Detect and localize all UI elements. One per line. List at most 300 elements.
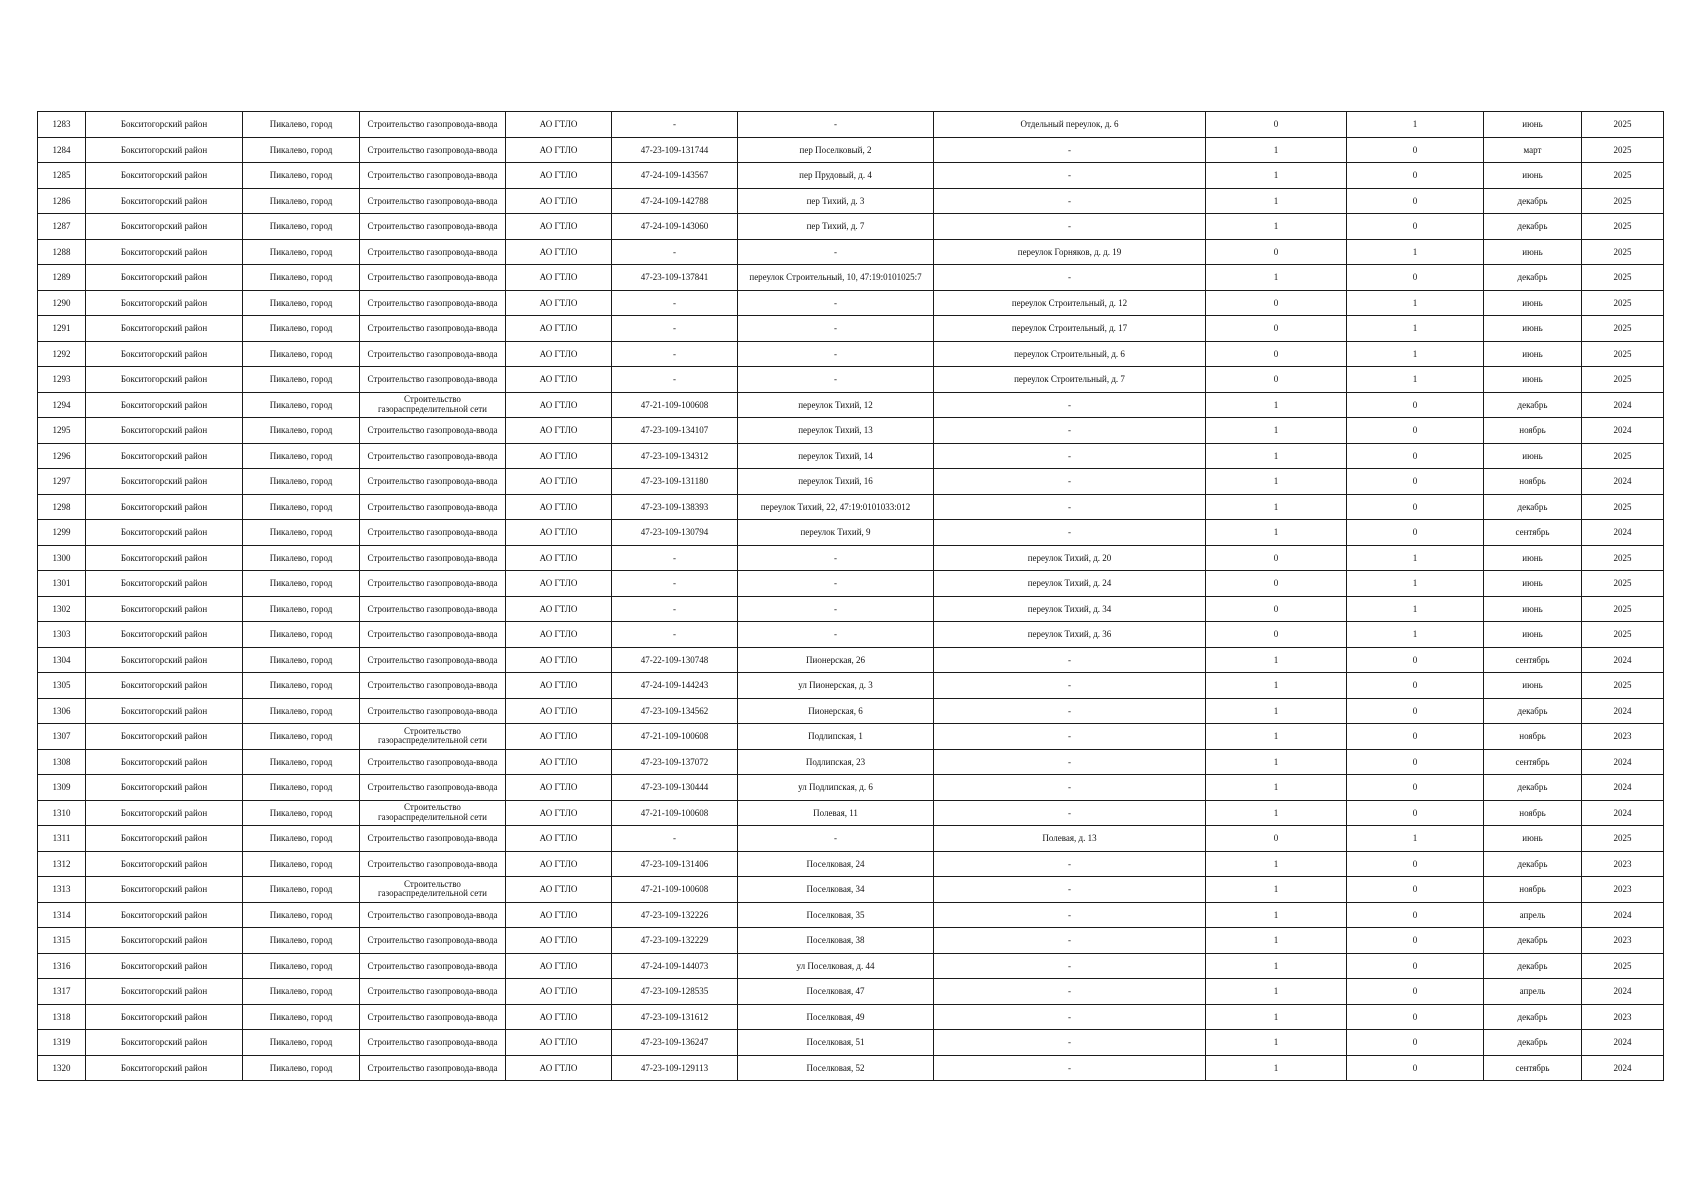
organization-cell: АО ГТЛО	[506, 724, 612, 750]
object-address-cell: -	[738, 341, 934, 367]
count-a-cell: 1	[1206, 1004, 1347, 1030]
count-a-cell: 1	[1206, 979, 1347, 1005]
count-a-cell: 1	[1206, 673, 1347, 699]
year-cell: 2025	[1582, 163, 1664, 189]
count-a-cell: 1	[1206, 520, 1347, 546]
count-b-cell: 0	[1347, 520, 1484, 546]
year-cell: 2025	[1582, 622, 1664, 648]
count-b-cell: 0	[1347, 953, 1484, 979]
row-number-cell: 1293	[38, 367, 86, 393]
locality-cell: Пикалево, город	[243, 826, 360, 852]
planned-address-cell: переулок Строительный, д. 6	[934, 341, 1206, 367]
month-cell: март	[1484, 137, 1582, 163]
year-cell: 2024	[1582, 902, 1664, 928]
district-cell: Бокситогорский район	[86, 775, 243, 801]
object-address-cell: Поселковая, 34	[738, 877, 934, 903]
object-address-cell: Поселковая, 52	[738, 1055, 934, 1081]
table-row	[38, 469, 1664, 495]
row-number-cell: 1289	[38, 265, 86, 291]
count-a-cell: 0	[1206, 239, 1347, 265]
work-type-cell: Строительство газопровода-ввода	[360, 928, 506, 954]
planned-address-cell: переулок Строительный, д. 12	[934, 290, 1206, 316]
planned-address-cell: переулок Тихий, д. 36	[934, 622, 1206, 648]
registry-number-cell: 47-23-109-131406	[612, 851, 738, 877]
count-a-cell: 1	[1206, 214, 1347, 240]
object-address-cell: пер Тихий, д. 3	[738, 188, 934, 214]
registry-number-cell: -	[612, 341, 738, 367]
count-a-cell: 0	[1206, 112, 1347, 138]
organization-cell: АО ГТЛО	[506, 800, 612, 826]
object-address-cell: переулок Тихий, 13	[738, 418, 934, 444]
year-cell: 2023	[1582, 851, 1664, 877]
row-number-cell: 1291	[38, 316, 86, 342]
object-address-cell: -	[738, 622, 934, 648]
locality-cell: Пикалево, город	[243, 724, 360, 750]
work-type-cell: Строительство газопровода-ввода	[360, 851, 506, 877]
locality-cell: Пикалево, город	[243, 545, 360, 571]
district-cell: Бокситогорский район	[86, 418, 243, 444]
planned-address-cell: -	[934, 724, 1206, 750]
table-row	[38, 622, 1664, 648]
row-number-cell: 1288	[38, 239, 86, 265]
registry-number-cell: 47-24-109-143060	[612, 214, 738, 240]
count-b-cell: 0	[1347, 1004, 1484, 1030]
organization-cell: АО ГТЛО	[506, 214, 612, 240]
planned-address-cell: Отдельный переулок, д. 6	[934, 112, 1206, 138]
month-cell: июнь	[1484, 290, 1582, 316]
registry-number-cell: -	[612, 622, 738, 648]
registry-number-cell: 47-23-109-132229	[612, 928, 738, 954]
locality-cell: Пикалево, город	[243, 443, 360, 469]
locality-cell: Пикалево, город	[243, 341, 360, 367]
locality-cell: Пикалево, город	[243, 520, 360, 546]
month-cell: июнь	[1484, 316, 1582, 342]
month-cell: декабрь	[1484, 775, 1582, 801]
row-number-cell: 1320	[38, 1055, 86, 1081]
organization-cell: АО ГТЛО	[506, 341, 612, 367]
work-type-cell: Строительство газопровода-ввода	[360, 902, 506, 928]
table-row	[38, 520, 1664, 546]
count-a-cell: 0	[1206, 622, 1347, 648]
year-cell: 2024	[1582, 469, 1664, 495]
district-cell: Бокситогорский район	[86, 979, 243, 1005]
registry-number-cell: 47-23-109-134107	[612, 418, 738, 444]
organization-cell: АО ГТЛО	[506, 673, 612, 699]
month-cell: июнь	[1484, 367, 1582, 393]
table-row	[38, 928, 1664, 954]
month-cell: декабрь	[1484, 698, 1582, 724]
count-b-cell: 0	[1347, 698, 1484, 724]
planned-address-cell: -	[934, 418, 1206, 444]
count-a-cell: 0	[1206, 341, 1347, 367]
row-number-cell: 1305	[38, 673, 86, 699]
district-cell: Бокситогорский район	[86, 1004, 243, 1030]
month-cell: сентябрь	[1484, 749, 1582, 775]
table-row	[38, 112, 1664, 138]
year-cell: 2025	[1582, 265, 1664, 291]
count-a-cell: 1	[1206, 775, 1347, 801]
row-number-cell: 1283	[38, 112, 86, 138]
count-a-cell: 0	[1206, 316, 1347, 342]
count-a-cell: 1	[1206, 265, 1347, 291]
count-b-cell: 1	[1347, 622, 1484, 648]
count-b-cell: 1	[1347, 316, 1484, 342]
table-row	[38, 1004, 1664, 1030]
district-cell: Бокситогорский район	[86, 1055, 243, 1081]
work-type-cell: Строительство газопровода-ввода	[360, 443, 506, 469]
planned-address-cell: -	[934, 979, 1206, 1005]
year-cell: 2024	[1582, 800, 1664, 826]
count-b-cell: 0	[1347, 494, 1484, 520]
object-address-cell: Пионерская, 6	[738, 698, 934, 724]
locality-cell: Пикалево, город	[243, 698, 360, 724]
table-row	[38, 265, 1664, 291]
count-b-cell: 0	[1347, 800, 1484, 826]
work-type-cell: Строительство газопровода-ввода	[360, 137, 506, 163]
count-b-cell: 0	[1347, 673, 1484, 699]
work-type-cell: Строительство газораспределительной сети	[360, 877, 506, 903]
district-cell: Бокситогорский район	[86, 596, 243, 622]
row-number-cell: 1299	[38, 520, 86, 546]
count-a-cell: 1	[1206, 928, 1347, 954]
organization-cell: АО ГТЛО	[506, 443, 612, 469]
organization-cell: АО ГТЛО	[506, 953, 612, 979]
district-cell: Бокситогорский район	[86, 214, 243, 240]
count-b-cell: 1	[1347, 826, 1484, 852]
district-cell: Бокситогорский район	[86, 265, 243, 291]
object-address-cell: пер Тихий, д. 7	[738, 214, 934, 240]
planned-address-cell: переулок Тихий, д. 20	[934, 545, 1206, 571]
object-address-cell: пер Поселковый, 2	[738, 137, 934, 163]
registry-number-cell: 47-24-109-143567	[612, 163, 738, 189]
object-address-cell: -	[738, 316, 934, 342]
row-number-cell: 1317	[38, 979, 86, 1005]
locality-cell: Пикалево, город	[243, 673, 360, 699]
planned-address-cell: переулок Тихий, д. 34	[934, 596, 1206, 622]
row-number-cell: 1295	[38, 418, 86, 444]
planned-address-cell: -	[934, 392, 1206, 418]
planned-address-cell: Полевая, д. 13	[934, 826, 1206, 852]
registry-number-cell: -	[612, 239, 738, 265]
count-a-cell: 1	[1206, 494, 1347, 520]
work-type-cell: Строительство газопровода-ввода	[360, 673, 506, 699]
month-cell: декабрь	[1484, 265, 1582, 291]
row-number-cell: 1312	[38, 851, 86, 877]
registry-number-cell: 47-23-109-136247	[612, 1030, 738, 1056]
table-row	[38, 341, 1664, 367]
work-type-cell: Строительство газораспределительной сети	[360, 724, 506, 750]
table-row	[38, 698, 1664, 724]
registry-number-cell: 47-21-109-100608	[612, 800, 738, 826]
registry-number-cell: 47-23-109-137841	[612, 265, 738, 291]
table-row	[38, 418, 1664, 444]
object-address-cell: Подлипская, 23	[738, 749, 934, 775]
locality-cell: Пикалево, город	[243, 163, 360, 189]
row-number-cell: 1302	[38, 596, 86, 622]
planned-address-cell: -	[934, 673, 1206, 699]
planned-address-cell: переулок Строительный, д. 17	[934, 316, 1206, 342]
count-a-cell: 1	[1206, 902, 1347, 928]
work-type-cell: Строительство газопровода-ввода	[360, 265, 506, 291]
row-number-cell: 1296	[38, 443, 86, 469]
table-row	[38, 239, 1664, 265]
month-cell: апрель	[1484, 979, 1582, 1005]
registry-number-cell: -	[612, 112, 738, 138]
district-cell: Бокситогорский район	[86, 545, 243, 571]
work-type-cell: Строительство газопровода-ввода	[360, 979, 506, 1005]
locality-cell: Пикалево, город	[243, 494, 360, 520]
planned-address-cell: -	[934, 520, 1206, 546]
organization-cell: АО ГТЛО	[506, 494, 612, 520]
row-number-cell: 1306	[38, 698, 86, 724]
organization-cell: АО ГТЛО	[506, 290, 612, 316]
count-b-cell: 0	[1347, 979, 1484, 1005]
work-type-cell: Строительство газораспределительной сети	[360, 392, 506, 418]
year-cell: 2025	[1582, 239, 1664, 265]
object-address-cell: Поселковая, 47	[738, 979, 934, 1005]
object-address-cell: переулок Тихий, 12	[738, 392, 934, 418]
table-row	[38, 851, 1664, 877]
count-b-cell: 1	[1347, 341, 1484, 367]
table-row	[38, 1030, 1664, 1056]
district-cell: Бокситогорский район	[86, 520, 243, 546]
count-a-cell: 1	[1206, 800, 1347, 826]
year-cell: 2025	[1582, 571, 1664, 597]
count-a-cell: 1	[1206, 724, 1347, 750]
year-cell: 2024	[1582, 775, 1664, 801]
locality-cell: Пикалево, город	[243, 112, 360, 138]
planned-address-cell: переулок Строительный, д. 7	[934, 367, 1206, 393]
month-cell: июнь	[1484, 571, 1582, 597]
planned-address-cell: -	[934, 188, 1206, 214]
count-a-cell: 1	[1206, 877, 1347, 903]
registry-number-cell: 47-23-109-132226	[612, 902, 738, 928]
work-type-cell: Строительство газопровода-ввода	[360, 1030, 506, 1056]
organization-cell: АО ГТЛО	[506, 545, 612, 571]
year-cell: 2025	[1582, 137, 1664, 163]
district-cell: Бокситогорский район	[86, 877, 243, 903]
month-cell: сентябрь	[1484, 1055, 1582, 1081]
month-cell: декабрь	[1484, 188, 1582, 214]
table-row	[38, 367, 1664, 393]
work-type-cell: Строительство газопровода-ввода	[360, 469, 506, 495]
object-address-cell: -	[738, 545, 934, 571]
month-cell: июнь	[1484, 443, 1582, 469]
locality-cell: Пикалево, город	[243, 647, 360, 673]
registry-number-cell: 47-24-109-144243	[612, 673, 738, 699]
planned-address-cell: -	[934, 953, 1206, 979]
count-b-cell: 0	[1347, 469, 1484, 495]
organization-cell: АО ГТЛО	[506, 188, 612, 214]
object-address-cell: переулок Тихий, 9	[738, 520, 934, 546]
registry-number-cell: 47-23-109-131612	[612, 1004, 738, 1030]
count-b-cell: 1	[1347, 571, 1484, 597]
object-address-cell: ул Подлипская, д. 6	[738, 775, 934, 801]
month-cell: июнь	[1484, 673, 1582, 699]
planned-address-cell: -	[934, 1055, 1206, 1081]
work-type-cell: Строительство газопровода-ввода	[360, 826, 506, 852]
organization-cell: АО ГТЛО	[506, 137, 612, 163]
registry-number-cell: -	[612, 367, 738, 393]
planned-address-cell: -	[934, 163, 1206, 189]
planned-address-cell: -	[934, 928, 1206, 954]
year-cell: 2024	[1582, 749, 1664, 775]
registry-number-cell: 47-23-109-134562	[612, 698, 738, 724]
object-address-cell: Поселковая, 24	[738, 851, 934, 877]
count-a-cell: 1	[1206, 1030, 1347, 1056]
table-row	[38, 953, 1664, 979]
work-type-cell: Строительство газопровода-ввода	[360, 545, 506, 571]
row-number-cell: 1314	[38, 902, 86, 928]
row-number-cell: 1309	[38, 775, 86, 801]
year-cell: 2025	[1582, 188, 1664, 214]
month-cell: декабрь	[1484, 928, 1582, 954]
row-number-cell: 1315	[38, 928, 86, 954]
count-a-cell: 0	[1206, 290, 1347, 316]
district-cell: Бокситогорский район	[86, 902, 243, 928]
district-cell: Бокситогорский район	[86, 698, 243, 724]
planned-address-cell: -	[934, 775, 1206, 801]
work-type-cell: Строительство газопровода-ввода	[360, 163, 506, 189]
month-cell: декабрь	[1484, 494, 1582, 520]
count-b-cell: 1	[1347, 239, 1484, 265]
organization-cell: АО ГТЛО	[506, 316, 612, 342]
row-number-cell: 1292	[38, 341, 86, 367]
district-cell: Бокситогорский район	[86, 112, 243, 138]
district-cell: Бокситогорский район	[86, 851, 243, 877]
organization-cell: АО ГТЛО	[506, 979, 612, 1005]
organization-cell: АО ГТЛО	[506, 469, 612, 495]
month-cell: апрель	[1484, 902, 1582, 928]
year-cell: 2024	[1582, 418, 1664, 444]
organization-cell: АО ГТЛО	[506, 367, 612, 393]
work-type-cell: Строительство газопровода-ввода	[360, 214, 506, 240]
row-number-cell: 1300	[38, 545, 86, 571]
count-a-cell: 1	[1206, 851, 1347, 877]
month-cell: сентябрь	[1484, 520, 1582, 546]
row-number-cell: 1301	[38, 571, 86, 597]
row-number-cell: 1313	[38, 877, 86, 903]
locality-cell: Пикалево, город	[243, 877, 360, 903]
locality-cell: Пикалево, город	[243, 239, 360, 265]
object-address-cell: переулок Тихий, 16	[738, 469, 934, 495]
registry-number-cell: 47-23-109-128535	[612, 979, 738, 1005]
object-address-cell: Поселковая, 51	[738, 1030, 934, 1056]
table-row	[38, 826, 1664, 852]
row-number-cell: 1310	[38, 800, 86, 826]
planned-address-cell: переулок Тихий, д. 24	[934, 571, 1206, 597]
work-type-cell: Строительство газопровода-ввода	[360, 1004, 506, 1030]
registry-number-cell: 47-23-109-138393	[612, 494, 738, 520]
year-cell: 2023	[1582, 877, 1664, 903]
organization-cell: АО ГТЛО	[506, 928, 612, 954]
year-cell: 2025	[1582, 341, 1664, 367]
district-cell: Бокситогорский район	[86, 392, 243, 418]
planned-address-cell: -	[934, 214, 1206, 240]
object-address-cell: -	[738, 367, 934, 393]
registry-number-cell: 47-23-109-131744	[612, 137, 738, 163]
count-b-cell: 0	[1347, 418, 1484, 444]
organization-cell: АО ГТЛО	[506, 877, 612, 903]
table-row	[38, 214, 1664, 240]
count-a-cell: 1	[1206, 163, 1347, 189]
object-address-cell: -	[738, 826, 934, 852]
locality-cell: Пикалево, город	[243, 1030, 360, 1056]
work-type-cell: Строительство газопровода-ввода	[360, 341, 506, 367]
table-row	[38, 596, 1664, 622]
locality-cell: Пикалево, город	[243, 596, 360, 622]
object-address-cell: переулок Строительный, 10, 47:19:0101025:7	[738, 265, 934, 291]
object-address-cell: -	[738, 596, 934, 622]
table-row	[38, 443, 1664, 469]
planned-address-cell: -	[934, 749, 1206, 775]
year-cell: 2024	[1582, 647, 1664, 673]
planned-address-cell: -	[934, 494, 1206, 520]
count-b-cell: 0	[1347, 1030, 1484, 1056]
district-cell: Бокситогорский район	[86, 494, 243, 520]
row-number-cell: 1286	[38, 188, 86, 214]
table-row	[38, 1055, 1664, 1081]
planned-address-cell: -	[934, 265, 1206, 291]
organization-cell: АО ГТЛО	[506, 851, 612, 877]
planned-address-cell: -	[934, 800, 1206, 826]
count-a-cell: 1	[1206, 953, 1347, 979]
organization-cell: АО ГТЛО	[506, 647, 612, 673]
locality-cell: Пикалево, город	[243, 392, 360, 418]
work-type-cell: Строительство газопровода-ввода	[360, 367, 506, 393]
year-cell: 2023	[1582, 1004, 1664, 1030]
count-b-cell: 0	[1347, 775, 1484, 801]
planned-address-cell: -	[934, 877, 1206, 903]
row-number-cell: 1316	[38, 953, 86, 979]
work-type-cell: Строительство газопровода-ввода	[360, 316, 506, 342]
work-type-cell: Строительство газопровода-ввода	[360, 494, 506, 520]
gasification-register-table	[37, 111, 1664, 1081]
locality-cell: Пикалево, город	[243, 1004, 360, 1030]
locality-cell: Пикалево, город	[243, 749, 360, 775]
object-address-cell: Полевая, 11	[738, 800, 934, 826]
month-cell: ноябрь	[1484, 724, 1582, 750]
object-address-cell: -	[738, 112, 934, 138]
registry-number-cell: 47-21-109-100608	[612, 392, 738, 418]
work-type-cell: Строительство газопровода-ввода	[360, 1055, 506, 1081]
table-body	[38, 112, 1664, 1081]
year-cell: 2024	[1582, 698, 1664, 724]
count-b-cell: 0	[1347, 902, 1484, 928]
district-cell: Бокситогорский район	[86, 1030, 243, 1056]
month-cell: ноябрь	[1484, 418, 1582, 444]
organization-cell: АО ГТЛО	[506, 902, 612, 928]
year-cell: 2025	[1582, 673, 1664, 699]
count-b-cell: 0	[1347, 724, 1484, 750]
year-cell: 2025	[1582, 545, 1664, 571]
month-cell: июнь	[1484, 163, 1582, 189]
locality-cell: Пикалево, город	[243, 928, 360, 954]
locality-cell: Пикалево, город	[243, 418, 360, 444]
organization-cell: АО ГТЛО	[506, 1004, 612, 1030]
object-address-cell: Поселковая, 38	[738, 928, 934, 954]
row-number-cell: 1303	[38, 622, 86, 648]
count-a-cell: 1	[1206, 1055, 1347, 1081]
year-cell: 2025	[1582, 316, 1664, 342]
district-cell: Бокситогорский район	[86, 239, 243, 265]
district-cell: Бокситогорский район	[86, 290, 243, 316]
year-cell: 2025	[1582, 953, 1664, 979]
district-cell: Бокситогорский район	[86, 469, 243, 495]
organization-cell: АО ГТЛО	[506, 571, 612, 597]
district-cell: Бокситогорский район	[86, 826, 243, 852]
year-cell: 2025	[1582, 214, 1664, 240]
